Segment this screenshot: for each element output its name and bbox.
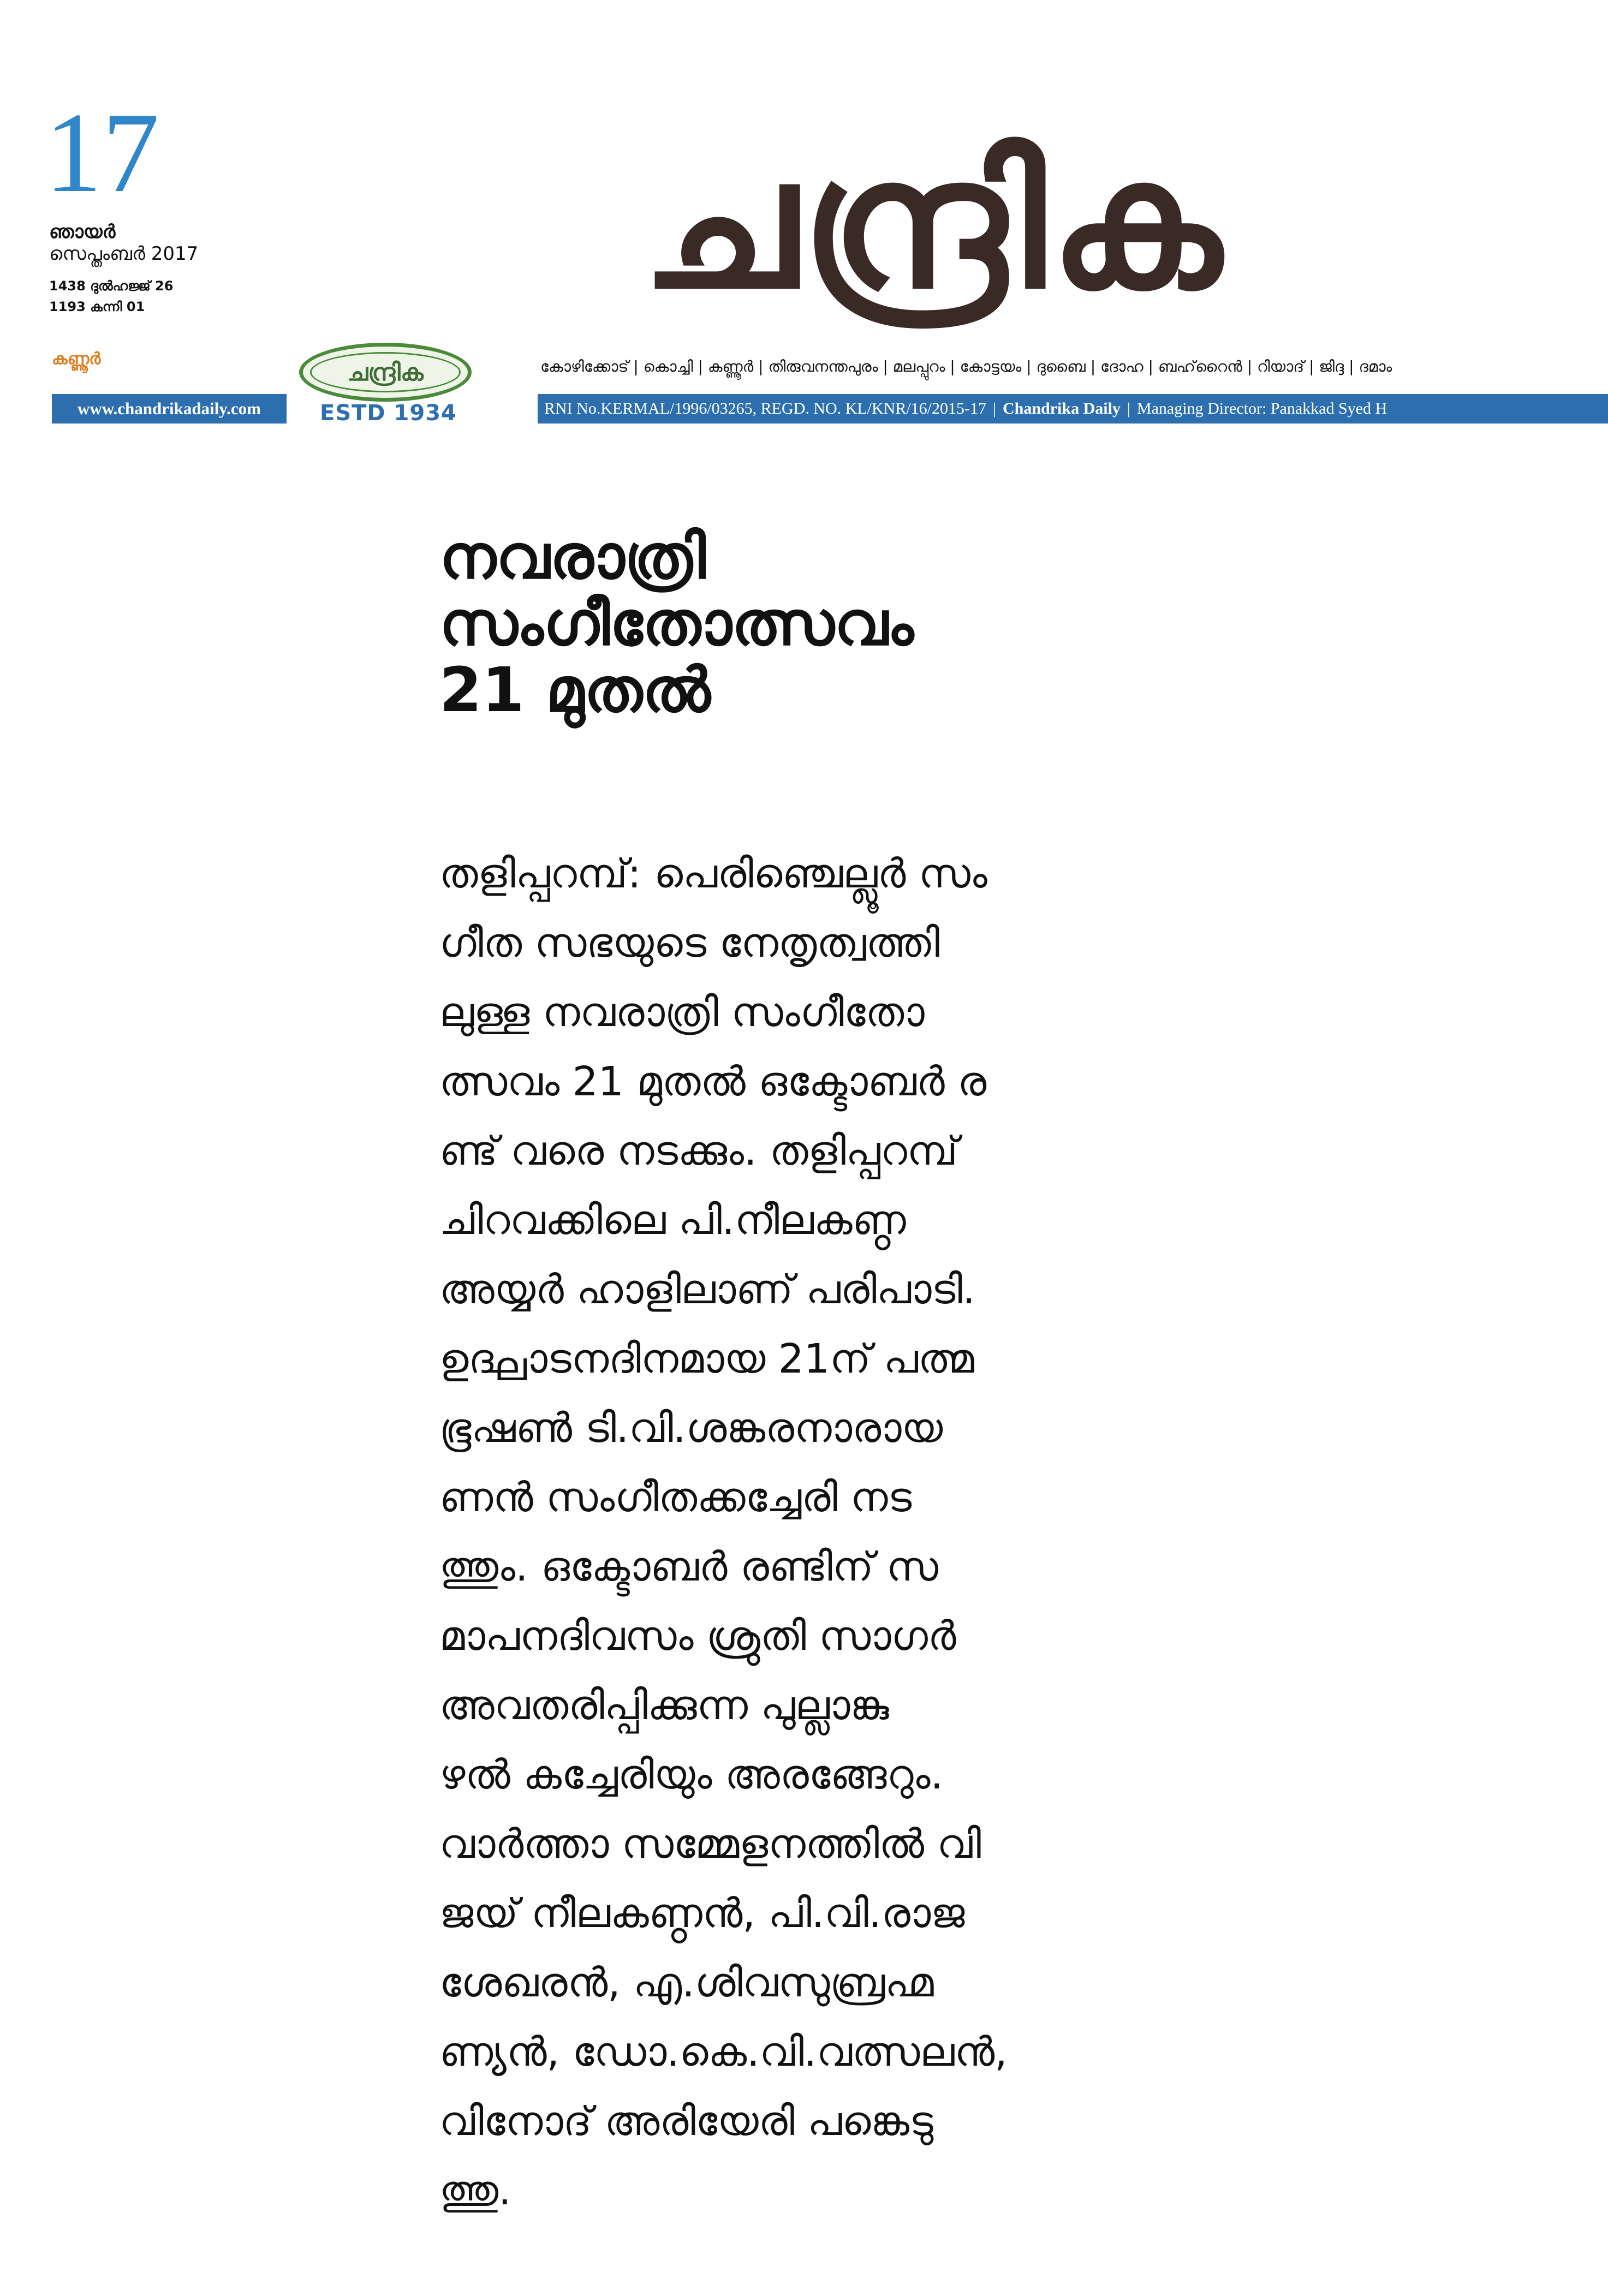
body-line: ണൻ സംഗീതക്കച്ചേരി നട [439,1474,912,1521]
edition-label: കണ്ണൂർ [52,349,101,368]
headline-line: 21 മുതൽ [439,655,711,726]
kollam-date: 1193 കന്നി 01 [49,299,145,314]
body-line: ചിറവക്കിലെ പി.നീലകണ്ഠ [439,1197,906,1244]
body-line: അയ്യർ ഹാളിലാണ് പരിപാടി. [439,1266,975,1313]
article-body [439,839,1193,2226]
date-number: 17 [45,90,159,216]
registration-text: RNI No.KERMAL/1996/03265, REGD. NO. KL/KNR/16/2015-17 [544,399,986,418]
month-year: സെപ്തംബർ 2017 [49,243,199,265]
headline-line: നവരാത്രി [439,522,706,593]
body-line: ഗീത സഭയുടെ നേതൃത്വത്തി [439,920,940,967]
body-line: വാർത്താ സമ്മേളനത്തിൽ വി [439,1821,981,1868]
body-line: ലുള്ള നവരാത്രി സംഗീതോ [439,989,925,1036]
body-line: ജയ് നീലകണ്ഠൻ, പി.വി.രാജ [439,1890,965,1937]
body-line: അവതരിപ്പിക്കുന്ന പുല്ലാങ്കു [439,1682,889,1729]
headline-line: സംഗീതോത്സവം [439,588,914,659]
director-text: Managing Director: Panakkad Syed H [1136,399,1387,418]
paper-name: Chandrika Daily [1003,399,1121,418]
estd-label: ESTD 1934 [320,401,457,426]
divider: | [993,399,997,418]
website-bar[interactable]: www.chandrikadaily.com [52,394,287,424]
body-line: തളിപ്പറമ്പ്: പെരിഞ്ചെല്ലൂർ സം [439,850,987,897]
body-line: ത്തു. [439,2167,511,2214]
seal-logo [299,343,472,402]
article-headline [439,524,1204,724]
body-line: ഭൂഷൺ ടി.വി.ശങ്കരനാരായ [439,1405,943,1452]
body-line: മാപനദിവസം ശ്രുതി സാഗർ [439,1613,956,1660]
masthead-logo: ചന്ദ്രിക [641,119,1226,329]
seal-text: ചന്ദ്രിക [310,352,461,392]
hijri-date: 1438 ദുൽഹജ്ജ് 26 [49,278,174,294]
edition-cities: കോഴിക്കോട് | കൊച്ചി | കണ്ണൂർ | തിരുവനന്തപുരം | മലപ്പുറം | കോട്ടയം | ദുബൈ | ദോഹ | ബഹ്‌റൈൻ | റിയാദ് | ജിദ്ദ | ദമാം [540,357,1392,375]
body-line: ശേഖരൻ, എ.ശിവസുബ്രഹ്മ [439,1959,934,2006]
body-line: ണ്ട് വരെ നടക്കും. തളിപ്പറമ്പ് [439,1128,958,1174]
body-line: ത്തും. ഒക്ടോബർ രണ്ടിന് സ [439,1543,938,1590]
body-line: ഴൽ കച്ചേരിയും അരങ്ങേറും. [439,1751,944,1798]
weekday: ഞായർ [49,221,116,243]
body-line: വിനോദ് അരിയേരി പങ്കെടു [439,2098,933,2145]
divider: | [1127,399,1130,418]
body-line: ഉദ്ഘാടനദിനമായ 21ന് പത്മ [439,1335,974,1382]
registration-bar [538,394,1608,424]
body-line: ത്സവം 21 മുതൽ ഒക്ടോബർ ര [439,1058,987,1105]
body-line: ണ്യൻ, ഡോ.കെ.വി.വത്സലൻ, [439,2029,1008,2076]
